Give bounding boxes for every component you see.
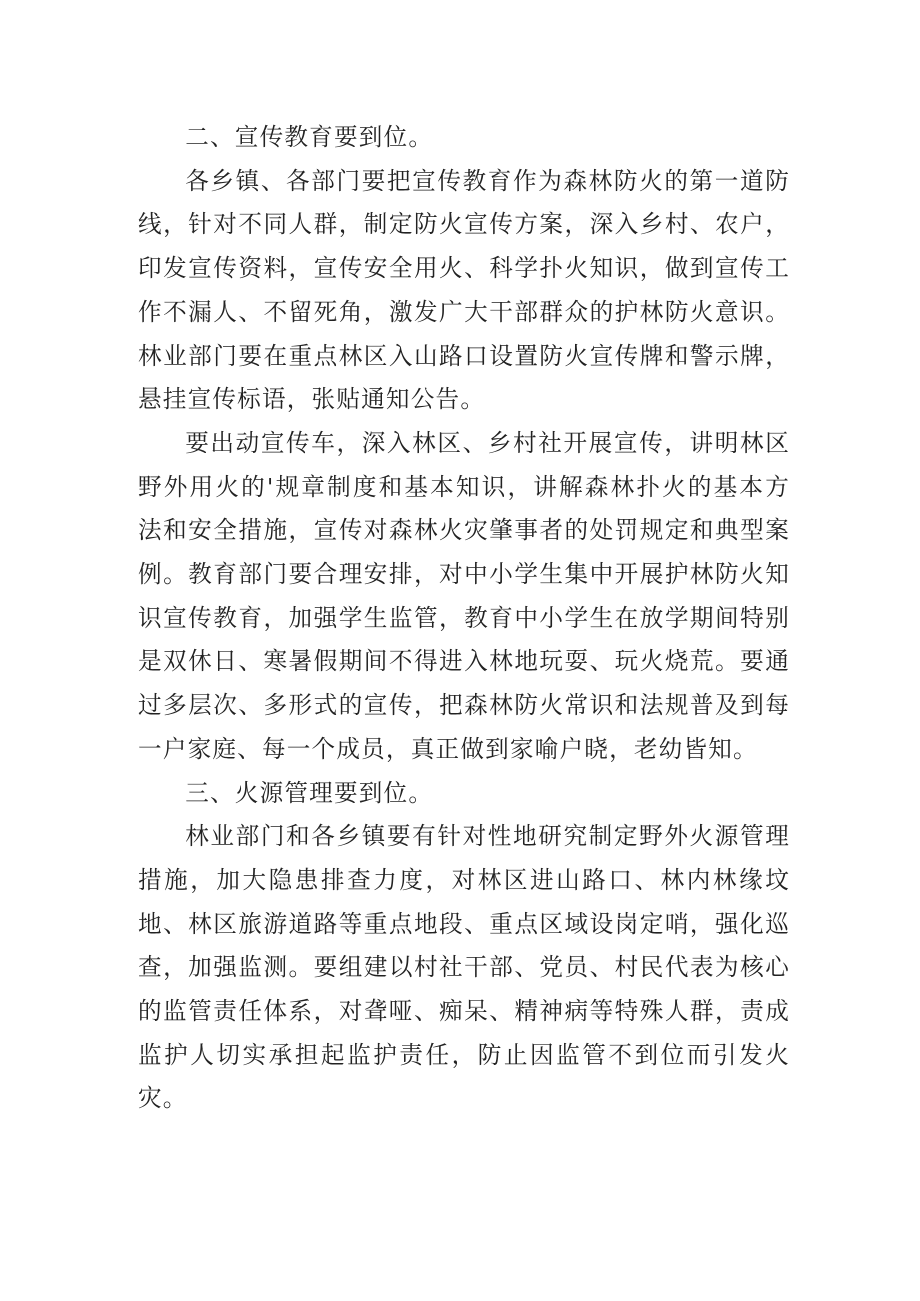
paragraph-propaganda-2: 要出动宣传车，深入林区、乡村社开展宣传，讲明林区野外用火的'规章制度和基本知识，讲解森林扑火的基本方法和安全措施，宣传对森林火灾肇事者的处罚规定和典型案例。教育部门要合理安排，对中小学生集中开展护林防火知识宣传教育，加强学生监管，教育中小学生在放学期间特别是双休日、寒暑假期间不得进入林地玩耍、玩火烧荒。要通过多层次、多形式的宣传，把森林防火常识和法规普及到每一户家庭、每一个成员，真正做到家喻户晓，老幼皆知。	[138, 428, 790, 763]
paragraph-propaganda-1: 各乡镇、各部门要把宣传教育作为森林防火的第一道防线，针对不同人群，制定防火宣传方案，深入乡村、农户，印发宣传资料，宣传安全用火、科学扑火知识，做到宣传工作不漏人、不留死角，激发广大干部群众的护林防火意识。林业部门要在重点林区入山路口设置防火宣传牌和警示牌，悬挂宣传标语，张贴通知公告。	[138, 166, 790, 414]
paragraph-fire-source-1: 林业部门和各乡镇要有针对性地研究制定野外火源管理措施，加大隐患排查力度，对林区进山路口、林内林缘坟地、林区旅游道路等重点地段、重点区域设岗定哨，强化巡查，加强监测。要组建以村社干部、党员、村民代表为核心的监管责任体系，对聋哑、痴呆、精神病等特殊人群，责成监护人切实承担起监护责任，防止因监管不到位而引发火灾。	[138, 822, 790, 1113]
document-page	[138, 116, 790, 1121]
section-heading-propaganda: 二、宣传教育要到位。	[185, 123, 434, 151]
section-heading-fire-source: 三、火源管理要到位。	[185, 778, 434, 807]
